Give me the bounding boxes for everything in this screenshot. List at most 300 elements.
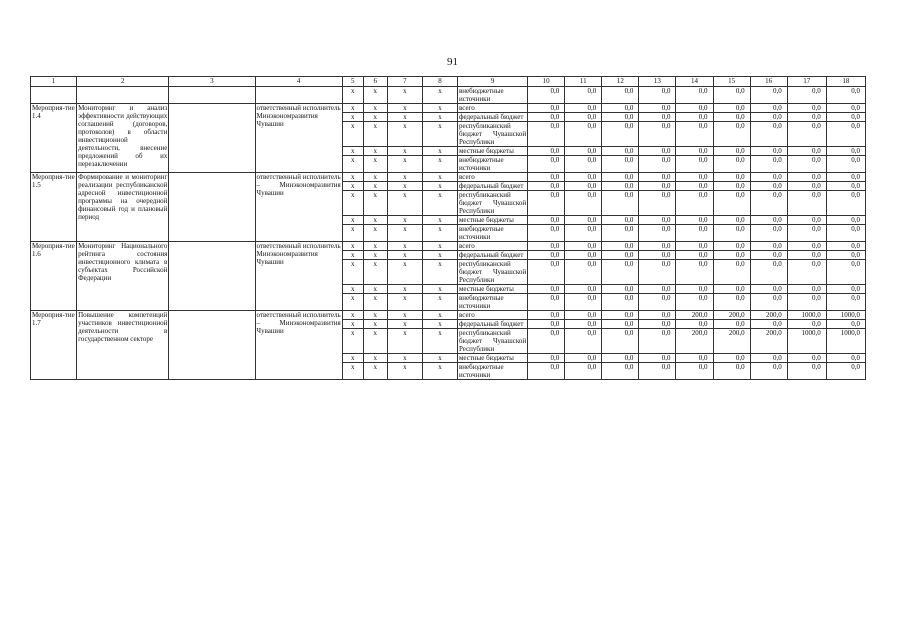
x-mark: х xyxy=(387,216,422,225)
x-mark: х xyxy=(387,320,422,329)
table-row xyxy=(31,173,866,182)
column-number-8: 8 xyxy=(422,77,457,87)
funding-value: 0,0 xyxy=(528,311,565,320)
funding-value: 0,0 xyxy=(713,363,750,380)
funding-value: 0,0 xyxy=(602,260,639,285)
x-mark: х xyxy=(387,260,422,285)
funding-value: 0,0 xyxy=(602,320,639,329)
measure-responsible: ответственный исполнитель Минэкономразвития Чувашии xyxy=(255,242,342,311)
funding-value: 0,0 xyxy=(639,251,676,260)
funding-value: 0,0 xyxy=(826,191,865,216)
funding-value: 0,0 xyxy=(787,182,826,191)
x-mark: х xyxy=(342,122,363,147)
x-mark: х xyxy=(363,173,387,182)
x-mark: х xyxy=(342,225,363,242)
measure-responsible: ответственный исполнитель Минэкономразвития Чувашии xyxy=(255,104,342,173)
x-mark: х xyxy=(422,122,457,147)
x-mark: х xyxy=(387,173,422,182)
funding-value: 0,0 xyxy=(528,354,565,363)
x-mark: х xyxy=(387,329,422,354)
x-mark: х xyxy=(363,320,387,329)
funding-value: 0,0 xyxy=(826,242,865,251)
funding-value: 0,0 xyxy=(528,320,565,329)
x-mark: х xyxy=(363,329,387,354)
measure-code-cell xyxy=(31,87,77,104)
funding-source: республиканский бюджет Чувашской Республики xyxy=(458,260,527,284)
column-number-18: 18 xyxy=(826,77,865,87)
funding-value: 0,0 xyxy=(713,225,750,242)
funding-value: 0,0 xyxy=(787,285,826,294)
column-number-3: 3 xyxy=(169,77,255,87)
x-mark: х xyxy=(422,104,457,113)
x-mark: х xyxy=(342,87,363,104)
funding-value: 0,0 xyxy=(750,156,787,173)
funding-value: 200,0 xyxy=(713,329,750,354)
table-row xyxy=(31,242,866,251)
funding-value: 0,0 xyxy=(639,156,676,173)
funding-value: 0,0 xyxy=(639,216,676,225)
funding-value: 0,0 xyxy=(565,285,602,294)
column-number-2: 2 xyxy=(77,77,169,87)
funding-value: 200,0 xyxy=(750,311,787,320)
measure-col3 xyxy=(169,311,255,380)
funding-value: 0,0 xyxy=(602,216,639,225)
x-mark: х xyxy=(363,122,387,147)
funding-value: 0,0 xyxy=(639,122,676,147)
measure-code: Мероприя-тие 1.4 xyxy=(31,104,77,173)
x-mark: х xyxy=(422,216,457,225)
funding-value: 0,0 xyxy=(676,182,713,191)
measure-col3 xyxy=(169,173,255,242)
carryover-row xyxy=(31,87,866,104)
column-number-4: 4 xyxy=(255,77,342,87)
funding-value: 1000,0 xyxy=(826,311,865,320)
funding-value: 0,0 xyxy=(713,122,750,147)
funding-value: 0,0 xyxy=(602,294,639,311)
x-mark: х xyxy=(387,156,422,173)
funding-value: 0,0 xyxy=(676,242,713,251)
funding-source: федеральный бюджет xyxy=(457,113,527,122)
measure-col3 xyxy=(169,104,255,173)
funding-value: 0,0 xyxy=(787,251,826,260)
funding-value: 0,0 xyxy=(528,260,565,285)
funding-value: 0,0 xyxy=(528,329,565,354)
funding-value: 0,0 xyxy=(602,354,639,363)
funding-value: 0,0 xyxy=(713,87,750,104)
measure-description: Формирование и мониторинг реализации республиканской адресной инвестиционной программы на очередной финансовый год и плановый период xyxy=(77,173,169,242)
funding-value: 0,0 xyxy=(602,122,639,147)
x-mark: х xyxy=(342,104,363,113)
x-mark: х xyxy=(342,147,363,156)
funding-value: 0,0 xyxy=(750,242,787,251)
funding-value: 0,0 xyxy=(676,251,713,260)
funding-value: 0,0 xyxy=(713,285,750,294)
x-mark: х xyxy=(387,87,422,104)
funding-value: 0,0 xyxy=(826,294,865,311)
funding-value: 0,0 xyxy=(602,156,639,173)
funding-value: 0,0 xyxy=(750,147,787,156)
funding-value: 0,0 xyxy=(713,173,750,182)
column-number-7: 7 xyxy=(387,77,422,87)
x-mark: х xyxy=(387,311,422,320)
funding-source: внебюджетные источники xyxy=(457,363,527,380)
funding-value: 0,0 xyxy=(676,225,713,242)
funding-value: 0,0 xyxy=(639,311,676,320)
funding-value: 0,0 xyxy=(602,242,639,251)
funding-value: 0,0 xyxy=(639,294,676,311)
funding-value: 0,0 xyxy=(676,320,713,329)
funding-value: 0,0 xyxy=(787,156,826,173)
funding-value: 0,0 xyxy=(787,363,826,380)
funding-value: 0,0 xyxy=(528,87,565,104)
x-mark: х xyxy=(342,156,363,173)
x-mark: х xyxy=(387,104,422,113)
x-mark: х xyxy=(387,182,422,191)
x-mark: х xyxy=(422,191,457,216)
funding-value: 0,0 xyxy=(676,294,713,311)
x-mark: х xyxy=(387,147,422,156)
funding-value: 200,0 xyxy=(750,329,787,354)
measure-col3 xyxy=(169,242,255,311)
funding-value: 0,0 xyxy=(787,225,826,242)
funding-value: 0,0 xyxy=(750,104,787,113)
funding-value: 0,0 xyxy=(639,173,676,182)
funding-value: 0,0 xyxy=(676,173,713,182)
funding-value: 0,0 xyxy=(787,260,826,285)
x-mark: х xyxy=(342,260,363,285)
funding-value: 0,0 xyxy=(826,320,865,329)
funding-source: внебюджетные источники xyxy=(457,87,527,104)
funding-value: 0,0 xyxy=(528,242,565,251)
funding-value: 0,0 xyxy=(787,87,826,104)
funding-source: всего xyxy=(457,311,527,320)
funding-value: 0,0 xyxy=(713,147,750,156)
funding-value: 0,0 xyxy=(826,251,865,260)
funding-value: 0,0 xyxy=(528,104,565,113)
funding-value: 0,0 xyxy=(565,104,602,113)
funding-value: 0,0 xyxy=(787,113,826,122)
x-mark: х xyxy=(422,113,457,122)
x-mark: х xyxy=(363,87,387,104)
x-mark: х xyxy=(363,156,387,173)
funding-value: 0,0 xyxy=(676,113,713,122)
column-number-1: 1 xyxy=(31,77,77,87)
x-mark: х xyxy=(363,147,387,156)
x-mark: х xyxy=(363,363,387,380)
funding-value: 0,0 xyxy=(826,113,865,122)
funding-value: 0,0 xyxy=(565,147,602,156)
x-mark: х xyxy=(342,354,363,363)
funding-value: 0,0 xyxy=(750,87,787,104)
x-mark: х xyxy=(342,216,363,225)
x-mark: х xyxy=(422,87,457,104)
funding-source: местные бюджеты xyxy=(457,354,527,363)
table-header xyxy=(31,77,866,87)
x-mark: х xyxy=(422,147,457,156)
measure-responsible: ответственный исполнитель – Минэкономразвития Чувашии xyxy=(255,173,342,242)
funding-value: 0,0 xyxy=(676,156,713,173)
x-mark: х xyxy=(422,225,457,242)
funding-value: 0,0 xyxy=(639,354,676,363)
x-mark: х xyxy=(342,191,363,216)
x-mark: х xyxy=(422,285,457,294)
funding-value: 0,0 xyxy=(713,104,750,113)
x-mark: х xyxy=(363,216,387,225)
funding-value: 0,0 xyxy=(639,329,676,354)
funding-value: 0,0 xyxy=(565,173,602,182)
x-mark: х xyxy=(422,311,457,320)
column-number-15: 15 xyxy=(713,77,750,87)
x-mark: х xyxy=(363,113,387,122)
funding-value: 0,0 xyxy=(602,104,639,113)
funding-value: 0,0 xyxy=(713,156,750,173)
funding-value: 0,0 xyxy=(565,225,602,242)
funding-value: 0,0 xyxy=(528,251,565,260)
x-mark: х xyxy=(422,320,457,329)
funding-value: 0,0 xyxy=(713,242,750,251)
funding-value: 0,0 xyxy=(787,104,826,113)
funding-value: 0,0 xyxy=(602,363,639,380)
funding-value: 0,0 xyxy=(528,363,565,380)
x-mark: х xyxy=(363,182,387,191)
funding-value: 0,0 xyxy=(602,147,639,156)
funding-value: 0,0 xyxy=(676,122,713,147)
funding-value: 0,0 xyxy=(565,354,602,363)
column-number-11: 11 xyxy=(565,77,602,87)
funding-value: 0,0 xyxy=(602,191,639,216)
x-mark: х xyxy=(422,173,457,182)
funding-value: 0,0 xyxy=(826,285,865,294)
funding-value: 0,0 xyxy=(676,354,713,363)
x-mark: х xyxy=(387,285,422,294)
x-mark: х xyxy=(342,320,363,329)
funding-value: 1000,0 xyxy=(787,329,826,354)
funding-value: 0,0 xyxy=(826,354,865,363)
funding-value: 0,0 xyxy=(565,182,602,191)
x-mark: х xyxy=(363,285,387,294)
funding-value: 1000,0 xyxy=(826,329,865,354)
column-number-13: 13 xyxy=(639,77,676,87)
measure-responsible: ответственный исполнитель – Минэкономразвития Чувашии xyxy=(255,311,342,380)
funding-source: федеральный бюджет xyxy=(457,320,527,329)
x-mark: х xyxy=(363,251,387,260)
funding-value: 0,0 xyxy=(750,113,787,122)
funding-value: 200,0 xyxy=(676,329,713,354)
funding-value: 0,0 xyxy=(750,191,787,216)
funding-value: 0,0 xyxy=(528,156,565,173)
x-mark: х xyxy=(422,329,457,354)
funding-value: 0,0 xyxy=(787,147,826,156)
funding-source: местные бюджеты xyxy=(457,216,527,225)
funding-value: 0,0 xyxy=(602,251,639,260)
funding-value: 0,0 xyxy=(639,320,676,329)
funding-value: 0,0 xyxy=(676,260,713,285)
funding-value: 0,0 xyxy=(639,363,676,380)
funding-source: местные бюджеты xyxy=(457,285,527,294)
funding-value: 0,0 xyxy=(787,354,826,363)
column-number-17: 17 xyxy=(787,77,826,87)
x-mark: х xyxy=(422,182,457,191)
funding-source: внебюджетные источники xyxy=(457,156,527,173)
x-mark: х xyxy=(422,251,457,260)
funding-value: 0,0 xyxy=(750,122,787,147)
funding-value: 0,0 xyxy=(602,225,639,242)
funding-source: республиканский бюджет Чувашской Республики xyxy=(458,122,527,146)
funding-value: 0,0 xyxy=(528,216,565,225)
x-mark: х xyxy=(422,363,457,380)
funding-source: местные бюджеты xyxy=(457,147,527,156)
x-mark: х xyxy=(342,294,363,311)
funding-value: 0,0 xyxy=(602,285,639,294)
funding-value: 0,0 xyxy=(528,225,565,242)
funding-value: 0,0 xyxy=(528,173,565,182)
funding-value: 0,0 xyxy=(676,216,713,225)
measure-description: Повышение компетенций участников инвестиционной деятельности в государственном секторе xyxy=(77,311,169,380)
x-mark: х xyxy=(363,104,387,113)
funding-value: 0,0 xyxy=(713,182,750,191)
funding-value: 0,0 xyxy=(639,182,676,191)
funding-value: 0,0 xyxy=(826,363,865,380)
funding-value: 0,0 xyxy=(750,251,787,260)
funding-value: 0,0 xyxy=(826,147,865,156)
funding-value: 0,0 xyxy=(602,87,639,104)
measure-description: Мониторинг и анализ эффективности действующих соглашений (договоров, протоколов) в области инвестиционной деятельности, внесение предложений об их перезаключении xyxy=(77,104,169,173)
funding-value: 0,0 xyxy=(639,225,676,242)
funding-value: 0,0 xyxy=(639,285,676,294)
funding-value: 0,0 xyxy=(676,147,713,156)
funding-value: 0,0 xyxy=(826,122,865,147)
x-mark: х xyxy=(342,285,363,294)
funding-value: 0,0 xyxy=(750,354,787,363)
funding-value: 0,0 xyxy=(565,156,602,173)
funding-source: всего xyxy=(457,242,527,251)
column-number-16: 16 xyxy=(750,77,787,87)
funding-value: 0,0 xyxy=(639,260,676,285)
funding-value: 1000,0 xyxy=(787,311,826,320)
table-row xyxy=(31,311,866,320)
funding-value: 0,0 xyxy=(713,294,750,311)
x-mark: х xyxy=(422,354,457,363)
x-mark: х xyxy=(387,113,422,122)
funding-value: 0,0 xyxy=(676,363,713,380)
funding-value: 0,0 xyxy=(826,173,865,182)
funding-value: 0,0 xyxy=(528,191,565,216)
x-mark: х xyxy=(342,363,363,380)
x-mark: х xyxy=(387,122,422,147)
x-mark: х xyxy=(363,225,387,242)
funding-value: 0,0 xyxy=(565,260,602,285)
funding-value: 200,0 xyxy=(676,311,713,320)
funding-source: федеральный бюджет xyxy=(457,251,527,260)
funding-value: 0,0 xyxy=(750,363,787,380)
x-mark: х xyxy=(422,294,457,311)
funding-value: 0,0 xyxy=(639,191,676,216)
column-number-14: 14 xyxy=(676,77,713,87)
x-mark: х xyxy=(342,242,363,251)
funding-source: внебюджетные источники xyxy=(457,225,527,242)
funding-value: 0,0 xyxy=(528,285,565,294)
funding-value: 0,0 xyxy=(602,311,639,320)
funding-value: 0,0 xyxy=(750,173,787,182)
funding-value: 0,0 xyxy=(565,242,602,251)
funding-value: 0,0 xyxy=(602,329,639,354)
funding-value: 0,0 xyxy=(528,122,565,147)
funding-value: 0,0 xyxy=(787,191,826,216)
x-mark: х xyxy=(387,251,422,260)
funding-value: 0,0 xyxy=(565,294,602,311)
column-number-10: 10 xyxy=(528,77,565,87)
funding-value: 0,0 xyxy=(676,191,713,216)
funding-value: 0,0 xyxy=(826,260,865,285)
funding-value: 0,0 xyxy=(565,113,602,122)
funding-value: 0,0 xyxy=(750,216,787,225)
funding-source: республиканский бюджет Чувашской Республики xyxy=(458,329,527,353)
funding-value: 0,0 xyxy=(713,191,750,216)
x-mark: х xyxy=(363,294,387,311)
x-mark: х xyxy=(387,225,422,242)
funding-value: 0,0 xyxy=(750,182,787,191)
funding-value: 0,0 xyxy=(528,294,565,311)
x-mark: х xyxy=(363,191,387,216)
x-mark: х xyxy=(387,294,422,311)
funding-value: 0,0 xyxy=(565,329,602,354)
funding-source: внебюджетные источники xyxy=(457,294,527,311)
funding-value: 0,0 xyxy=(639,113,676,122)
x-mark: х xyxy=(422,156,457,173)
funding-value: 0,0 xyxy=(787,173,826,182)
x-mark: х xyxy=(387,242,422,251)
funding-value: 0,0 xyxy=(676,87,713,104)
funding-value: 0,0 xyxy=(676,104,713,113)
funding-value: 0,0 xyxy=(826,156,865,173)
funding-value: 0,0 xyxy=(602,113,639,122)
funding-value: 0,0 xyxy=(713,260,750,285)
funding-value: 0,0 xyxy=(565,216,602,225)
funding-value: 0,0 xyxy=(787,242,826,251)
funding-source: всего xyxy=(457,104,527,113)
funding-value: 0,0 xyxy=(826,216,865,225)
funding-value: 0,0 xyxy=(826,87,865,104)
funding-value: 0,0 xyxy=(528,113,565,122)
funding-source: всего xyxy=(457,173,527,182)
funding-value: 0,0 xyxy=(639,242,676,251)
x-mark: х xyxy=(363,311,387,320)
program-funding-table xyxy=(30,76,866,380)
column-number-9: 9 xyxy=(457,77,527,87)
x-mark: х xyxy=(342,251,363,260)
x-mark: х xyxy=(422,242,457,251)
x-mark: х xyxy=(363,354,387,363)
funding-value: 0,0 xyxy=(639,104,676,113)
x-mark: х xyxy=(342,113,363,122)
funding-source: республиканский бюджет Чувашской Республики xyxy=(458,191,527,215)
x-mark: х xyxy=(387,363,422,380)
column-number-5: 5 xyxy=(342,77,363,87)
funding-value: 0,0 xyxy=(602,173,639,182)
funding-value: 0,0 xyxy=(787,216,826,225)
x-mark: х xyxy=(342,329,363,354)
x-mark: х xyxy=(342,173,363,182)
funding-value: 0,0 xyxy=(528,147,565,156)
funding-value: 0,0 xyxy=(565,251,602,260)
x-mark: х xyxy=(387,354,422,363)
x-mark: х xyxy=(342,311,363,320)
x-mark: х xyxy=(342,182,363,191)
measure-description-cell xyxy=(77,87,169,104)
funding-value: 0,0 xyxy=(787,320,826,329)
responsible-cell xyxy=(255,87,342,104)
funding-value: 0,0 xyxy=(639,87,676,104)
